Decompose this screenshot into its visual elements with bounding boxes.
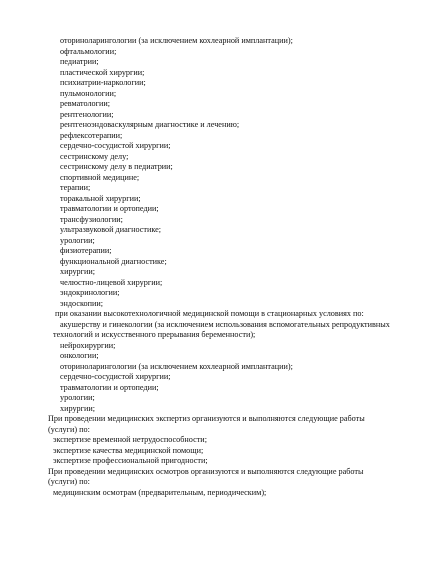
document-line: челюстно-лицевой хирургии; xyxy=(60,277,163,287)
document-line: травматологии и ортопедии; xyxy=(60,204,159,213)
document-line: (услуги) по: xyxy=(48,477,90,486)
document-line: При проведении медицинских экспертиз организуются и выполняются следующие работы xyxy=(48,414,365,423)
document-line: психиатрии-наркологии; xyxy=(60,78,146,87)
document-line: трансфузиологии; xyxy=(60,214,123,224)
document-line: рентгенологии; xyxy=(60,109,114,119)
document-line: офтальмологии; xyxy=(60,46,117,56)
document-line: пульмонологии; xyxy=(60,88,117,98)
document-line: сердечно-сосудистой хирургии; xyxy=(60,141,171,150)
document-line: ультразвуковой диагностике; xyxy=(60,225,162,234)
document-line: онкологии; xyxy=(60,351,99,360)
document-line: торакальной хирургии; xyxy=(60,193,141,203)
document-line: (услуги) по: xyxy=(48,424,90,434)
document-line: экспертизе качества медицинской помощи; xyxy=(53,445,204,455)
document-body xyxy=(0,36,430,498)
document-line: сестринскому делу; xyxy=(60,151,129,161)
document-line: оториноларингологии (за исключением кохлеарной имплантации); xyxy=(60,36,293,45)
document-line: экспертизе профессиональной пригодности; xyxy=(53,456,208,465)
document-line: пластической хирургии; xyxy=(60,67,145,77)
document-line: сердечно-сосудистой хирургии; xyxy=(60,372,171,381)
document-line: хирургии; xyxy=(60,403,96,413)
document-line: эндоскопии; xyxy=(60,298,104,308)
document-line: функциональной диагностике; xyxy=(60,256,167,266)
document-line: хирургии; xyxy=(60,267,96,276)
document-line: травматологии и ортопедии; xyxy=(60,382,159,392)
document-line: экспертизе временной нетрудоспособности; xyxy=(53,435,207,444)
document-line: урологии; xyxy=(60,393,95,402)
document-line: акушерству и гинекологии (за исключением использования вспомогательных репродуктивных xyxy=(60,319,390,329)
document-line: ревматологии; xyxy=(60,99,111,108)
document-line: При проведении медицинских осмотров организуются и выполняются следующие работы xyxy=(48,466,364,476)
document-line: спортивной медицине; xyxy=(60,172,140,182)
document-line: рентгеноэндоваскулярным диагностике и лечению; xyxy=(60,120,240,129)
document-line: технологий и искусственного прерывания беременности); xyxy=(53,330,256,339)
document-line: терапии; xyxy=(60,183,91,192)
document-line: физиотерапии; xyxy=(60,246,112,255)
document-line: рефлексотерапии; xyxy=(60,130,123,140)
document-line: сестринскому делу в педиатрии; xyxy=(60,162,173,171)
document-line: нейрохирургии; xyxy=(60,340,116,350)
document-line: урологии; xyxy=(60,235,95,245)
document-line: педиатрии; xyxy=(60,57,99,66)
document-line: оториноларингологии (за исключением кохлеарной имплантации); xyxy=(60,361,293,371)
document-line: медицинским осмотрам (предварительным, периодическим); xyxy=(53,487,267,497)
document-line: эндокринологии; xyxy=(60,288,120,297)
document-line: при оказании высокотехнологичной медицинской помощи в стационарных условиях по: xyxy=(55,309,364,318)
